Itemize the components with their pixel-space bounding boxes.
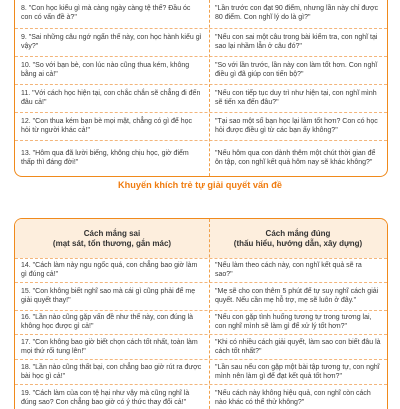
wrong-phrase: 13. "Hôm qua đã lười biếng, không chịu học, giờ điểm thấp thì đáng đời!" <box>21 149 189 166</box>
header-right <box>209 219 387 258</box>
table-row <box>15 28 387 57</box>
top-table <box>14 0 388 177</box>
table-row <box>15 112 387 141</box>
right-phrase: "Nếu làm theo cách này, con nghĩ kết quả sẽ ra sao?" <box>215 262 362 278</box>
table-row <box>15 359 387 385</box>
wrong-phrase: 18. "Lần nào cũng thất bại, con chẳng bao giờ rút ra được bài học gì cả!" <box>21 363 202 380</box>
right-phrase: "Nếu cách này không hiệu quả, con nghĩ còn cách nào khác có thể thử không?" <box>215 389 371 406</box>
table-row <box>15 334 387 360</box>
table-row <box>15 282 387 311</box>
section-title: Khuyến khích trẻ tự giải quyết vấn đề <box>118 180 282 190</box>
table-row <box>15 0 387 28</box>
table-header <box>15 219 387 258</box>
right-phrase: "Lần trước con đạt 90 điểm, nhưng lần này chỉ được 80 điểm. Con nghĩ lý do là gì?" <box>215 5 379 21</box>
right-phrase: "Mẹ sẽ cho con thêm 5 phút để tự suy nghĩ cách giải quyết. Nếu cần mẹ hỗ trợ, mẹ sẽ luôn ở đây." <box>215 288 379 304</box>
header-right-title: Cách mắng đúng <box>265 228 331 238</box>
wrong-phrase: 11. "Với cách học hiện tại, con chắc chắn sẽ chẳng đi đến đâu cả!" <box>21 90 201 106</box>
wrong-phrase: 12. "Con thua kém bạn bè mọi mặt, chẳng có gì để học hỏi từ người khác cả!" <box>21 118 192 134</box>
bottom-table <box>14 218 388 409</box>
right-phrase: "Lần sau nếu con gặp một bài tập tương tự, con nghĩ mình nên làm gì để đạt kết quả tốt hơn?" <box>215 363 380 380</box>
table-row <box>15 258 387 283</box>
table-row <box>15 140 387 176</box>
right-phrase: "Nếu con gặp tình huống tương tự trong tương lai, con nghĩ mình sẽ làm gì để xử lý tốt hơn?" <box>215 314 372 330</box>
table-row <box>15 384 387 409</box>
table-row <box>15 310 387 335</box>
right-phrase: "So với lần trước, lần này con làm tốt hơn. Con nghĩ điều gì đã giúp con tiến bộ?" <box>215 62 378 78</box>
wrong-phrase: 15. "Con không biết nghĩ sao mà cái gì cũng phải để mẹ giải quyết thay!" <box>21 288 196 304</box>
wrong-phrase: 10. "So với bạn bè, con lúc nào cũng thua kém, không bằng ai cả!" <box>21 62 190 78</box>
wrong-phrase: 17. "Con không bao giờ biết chọn cách tốt nhất, toàn làm mọi thứ rối tung lên!" <box>21 338 198 355</box>
wrong-phrase: 14. "Cách làm này ngu ngốc quá, con chẳng bao giờ làm gì đúng cả!" <box>21 262 198 278</box>
wrong-phrase: 16. "Lần nào cũng gặp vấn đề như thế này, con đúng là không học được gì cả!" <box>21 314 194 330</box>
table-row <box>15 84 387 113</box>
right-phrase: "Khi có nhiều cách giải quyết, làm sao con biết đâu là cách tốt nhất?" <box>215 338 381 355</box>
right-phrase: "Nếu con tiếp tục duy trì như hiện tại, con nghĩ mình sẽ tiến xa đến đâu?" <box>215 90 377 106</box>
header-wrong <box>15 219 209 258</box>
header-wrong-title: Cách mắng sai <box>83 228 141 238</box>
header-right-subtitle: (thấu hiểu, hướng dẫn, xây dựng) <box>233 238 363 248</box>
wrong-phrase: 19. "Cách làm của con tệ hại như vậy mà cũng nghĩ là đúng sao? Con chẳng bao giờ có ý thức thay đổi cả!" <box>21 389 190 406</box>
header-wrong-subtitle: (mạt sát, tổn thương, gắn mác) <box>52 238 172 248</box>
right-phrase: "Tại sao một số bạn học lại làm tốt hơn? Con có học hỏi được điều gì từ các bạn ấy không?" <box>215 118 378 134</box>
wrong-phrase: 8. "Con học kiểu gì mà càng ngày càng tệ thế? Đầu óc con có vấn đề à?" <box>21 5 191 21</box>
wrong-phrase: 9. "Sai những câu ngớ ngẩn thế này, con học hành kiểu gì vậy?" <box>21 34 202 50</box>
right-phrase: "Nếu hôm qua con dành thêm một chút thời gian để ôn tập, con nghĩ kết quả hôm nay sẽ khác không?" <box>215 149 376 166</box>
table-row <box>15 56 387 85</box>
right-phrase: "Nếu con sai một câu trong bài kiểm tra, con nghĩ tại sao lại nhầm lẫn ở câu đó?" <box>215 34 378 50</box>
